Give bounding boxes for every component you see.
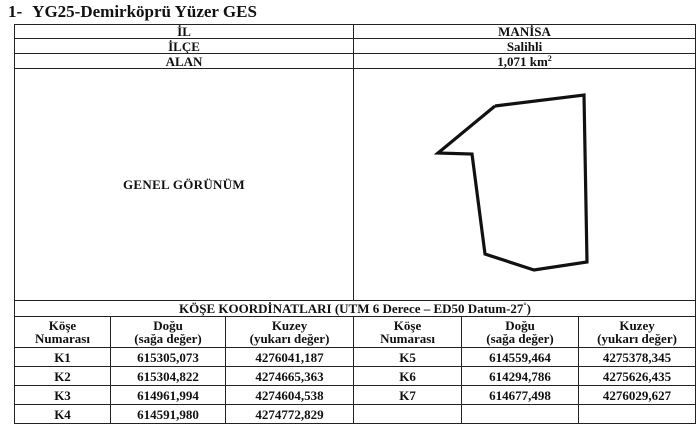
il-label: İL bbox=[15, 25, 354, 39]
header-north-line2: (yukarı değer) bbox=[597, 331, 677, 346]
document-title bbox=[8, 2, 257, 22]
east-value: 614591,980 bbox=[111, 405, 226, 424]
ilce-label: İLÇE bbox=[15, 39, 354, 54]
header-corner-line1: Köşe bbox=[48, 318, 77, 333]
corner-id: K3 bbox=[15, 386, 111, 405]
header-east-line2: (sağa değer) bbox=[486, 331, 554, 346]
east-value: 614961,994 bbox=[111, 386, 226, 405]
north-value: 4274604,538 bbox=[226, 386, 354, 405]
coords-heading bbox=[15, 301, 696, 317]
north-value: 4276041,187 bbox=[226, 348, 354, 367]
view-row bbox=[15, 69, 696, 301]
il-row bbox=[15, 25, 696, 39]
alan-label: ALAN bbox=[15, 54, 354, 69]
alan-value bbox=[354, 54, 696, 69]
header-corner-right bbox=[354, 317, 462, 348]
north-value: 4275626,435 bbox=[579, 367, 696, 386]
view-image-cell bbox=[354, 69, 696, 301]
site-outline-drawing bbox=[354, 70, 694, 299]
north-value: 4275378,345 bbox=[579, 348, 696, 367]
site-boundary-polygon bbox=[438, 95, 587, 270]
alan-row bbox=[15, 54, 696, 69]
corner-id: K2 bbox=[15, 367, 111, 386]
header-east-line1: Doğu bbox=[505, 318, 535, 333]
north-value: 4274665,363 bbox=[226, 367, 354, 386]
north-value: 4274772,829 bbox=[226, 405, 354, 424]
coords-heading-end: ) bbox=[526, 301, 531, 316]
table-row bbox=[15, 405, 696, 424]
north-value bbox=[579, 405, 696, 424]
view-label-cell bbox=[15, 69, 354, 301]
alan-unit-exponent: 2 bbox=[547, 53, 552, 63]
corner-id: K6 bbox=[354, 367, 462, 386]
header-corner-line2: Numarası bbox=[35, 331, 90, 346]
east-value: 614559,464 bbox=[462, 348, 579, 367]
table-row bbox=[15, 386, 696, 405]
table-row bbox=[15, 348, 696, 367]
coords-column-headers bbox=[15, 317, 696, 348]
header-north-right bbox=[579, 317, 696, 348]
east-value: 614294,786 bbox=[462, 367, 579, 386]
ilce-value: Salihli bbox=[354, 39, 696, 54]
header-north-line1: Kuzey bbox=[271, 318, 308, 333]
east-value: 615305,073 bbox=[111, 348, 226, 367]
ilce-row bbox=[15, 39, 696, 54]
header-east-line2: (sağa değer) bbox=[134, 331, 202, 346]
table-row bbox=[15, 367, 696, 386]
coords-heading-row bbox=[15, 301, 696, 317]
corner-id: K5 bbox=[354, 348, 462, 367]
header-corner-left bbox=[15, 317, 111, 348]
coords-heading-text: KÖŞE KOORDİNATLARI (UTM 6 Derece – ED50 Datum-27 bbox=[179, 301, 524, 316]
coords-heading-degree: ° bbox=[523, 301, 527, 310]
corner-id: K7 bbox=[354, 386, 462, 405]
info-table bbox=[14, 24, 696, 424]
header-east-line1: Doğu bbox=[153, 318, 183, 333]
header-east-right bbox=[462, 317, 579, 348]
corner-id: K1 bbox=[15, 348, 111, 367]
header-north-line1: Kuzey bbox=[619, 318, 655, 333]
corner-id bbox=[354, 405, 462, 424]
header-corner-line1: Köşe bbox=[393, 318, 422, 333]
header-east-left bbox=[111, 317, 226, 348]
east-value: 615304,822 bbox=[111, 367, 226, 386]
il-value: MANİSA bbox=[354, 25, 696, 39]
title-text: YG25-Demirköprü Yüzer GES bbox=[32, 2, 257, 21]
east-value bbox=[462, 405, 579, 424]
header-corner-line2: Numarası bbox=[380, 331, 435, 346]
corner-id: K4 bbox=[15, 405, 111, 424]
north-value: 4276029,627 bbox=[579, 386, 696, 405]
section-number: 1- bbox=[8, 2, 23, 21]
east-value: 614677,498 bbox=[462, 386, 579, 405]
view-label: GENEL GÖRÜNÜM bbox=[123, 177, 245, 192]
alan-number: 1,071 km bbox=[497, 53, 548, 69]
header-north-left bbox=[226, 317, 354, 348]
header-north-line2: (yukarı değer) bbox=[249, 331, 330, 346]
